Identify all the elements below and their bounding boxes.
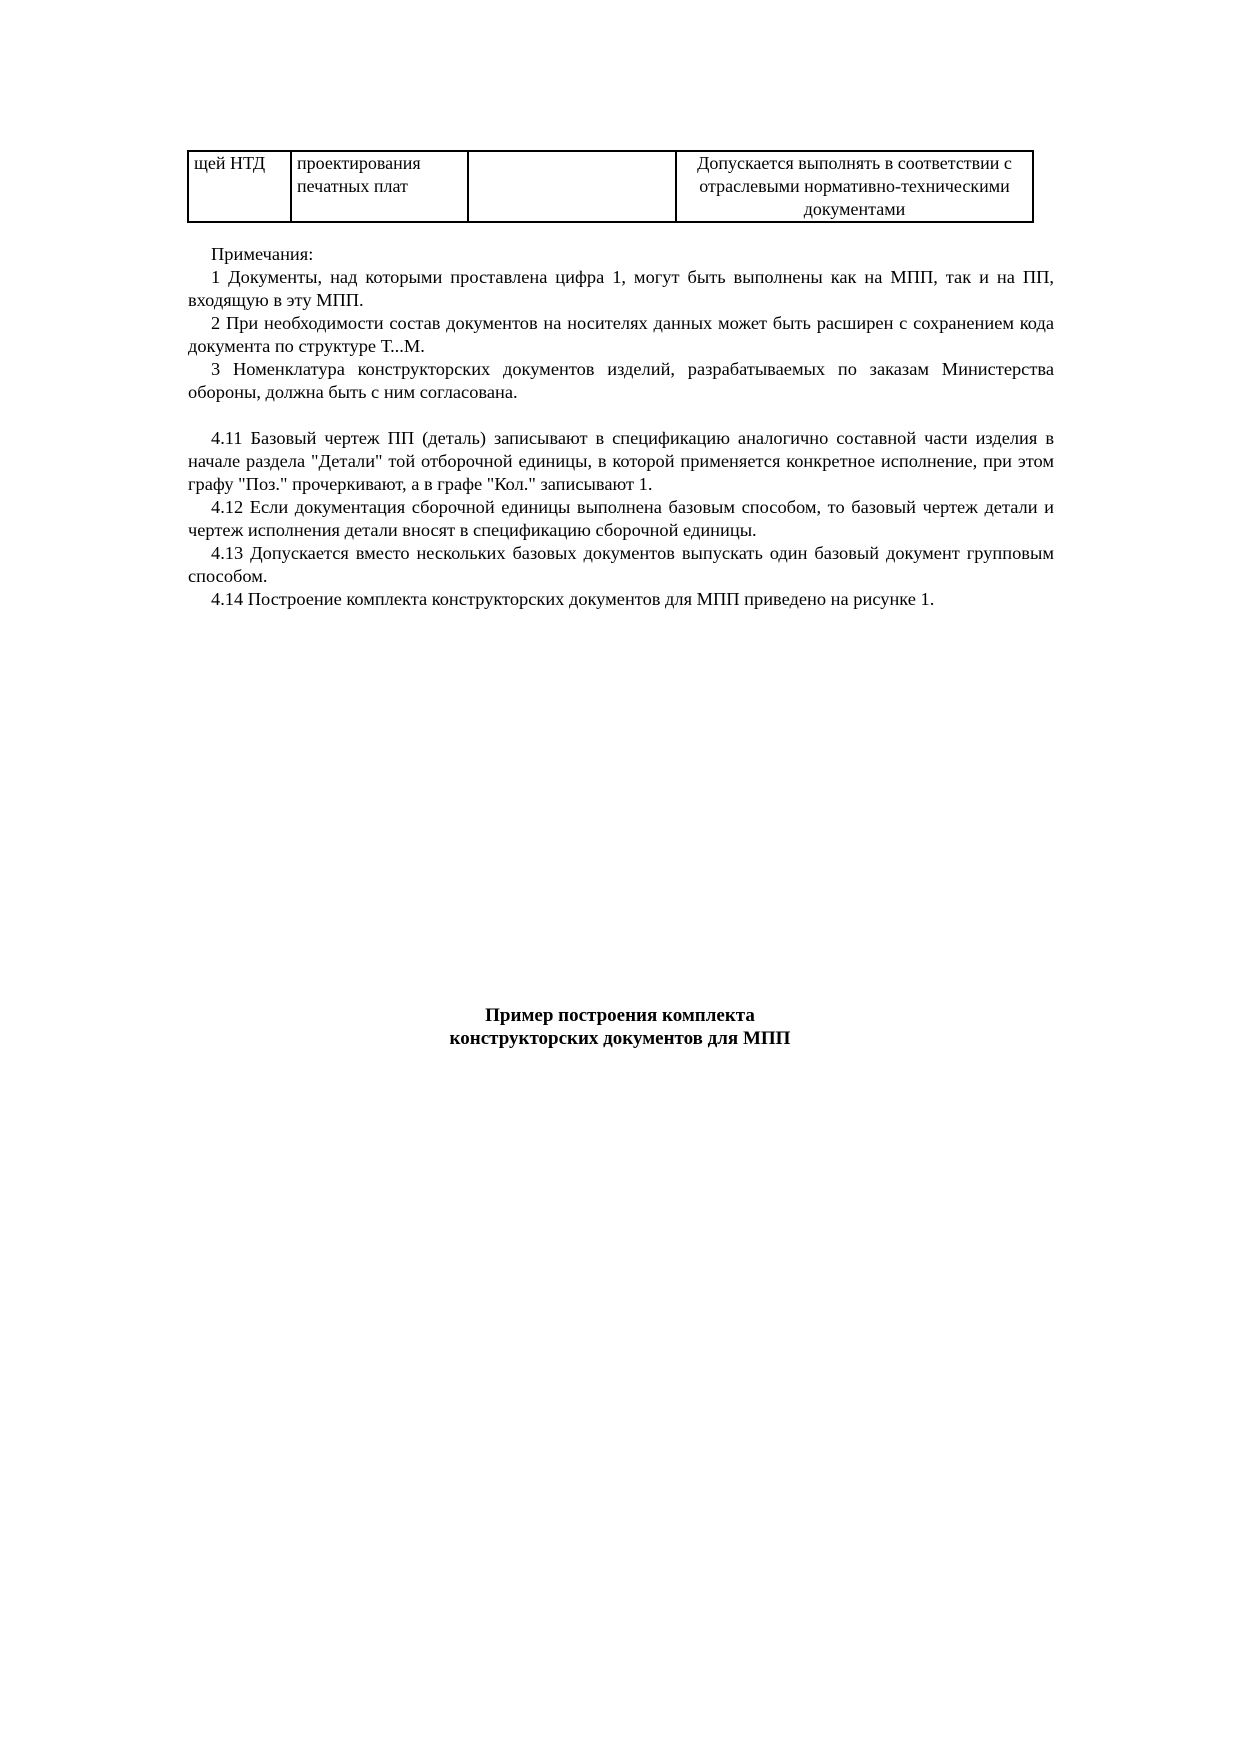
documents-table <box>187 150 1034 223</box>
clause-4-13: 4.13 Допускается вместо нескольких базовых документов выпускать один базовый документ групповым способом. <box>188 543 1054 586</box>
clause-4-14: 4.14 Построение комплекта конструкторских документов для МПП приведено на рисунке 1. <box>211 589 935 609</box>
table-cell <box>468 151 676 222</box>
figure-caption <box>0 1004 1240 1050</box>
table-cell: Допускается выполнять в соответствии с отраслевыми нормативно-техническими документами <box>676 151 1033 222</box>
table-cell: щей НТД <box>188 151 291 222</box>
notes-section <box>188 243 1054 404</box>
clauses-section <box>188 427 1054 611</box>
clause-4-12: 4.12 Если документация сборочной единицы выполнена базовым способом, то базовый чертеж детали и чертеж исполнения детали вносят в спецификацию сборочной единицы. <box>188 497 1054 540</box>
notes-heading: Примечания: <box>211 244 314 264</box>
note-item: 3 Номенклатура конструкторских документов изделий, разрабатываемых по заказам Министерства обороны, должна быть с ним согласована. <box>188 359 1054 402</box>
clause-4-11: 4.11 Базовый чертеж ПП (деталь) записывают в спецификацию аналогично составной части изделия в начале раздела "Детали" той отборочной единицы, в которой применяется конкретное исполнение, при этом графу "Поз." прочеркивают, а в графе "Кол." записывают 1. <box>188 428 1054 494</box>
table-row <box>188 151 1033 222</box>
caption-line-1: Пример построения комплекта <box>485 1005 755 1026</box>
table-cell: проектирования печатных плат <box>291 151 468 222</box>
note-item: 1 Документы, над которыми проставлена цифра 1, могут быть выполнены как на МПП, так и на ПП, входящую в эту МПП. <box>188 267 1054 310</box>
caption-line-2: конструкторских документов для МПП <box>449 1028 791 1049</box>
note-item: 2 При необходимости состав документов на носителях данных может быть расширен с сохранением кода документа по структуре Т...М. <box>188 313 1054 356</box>
